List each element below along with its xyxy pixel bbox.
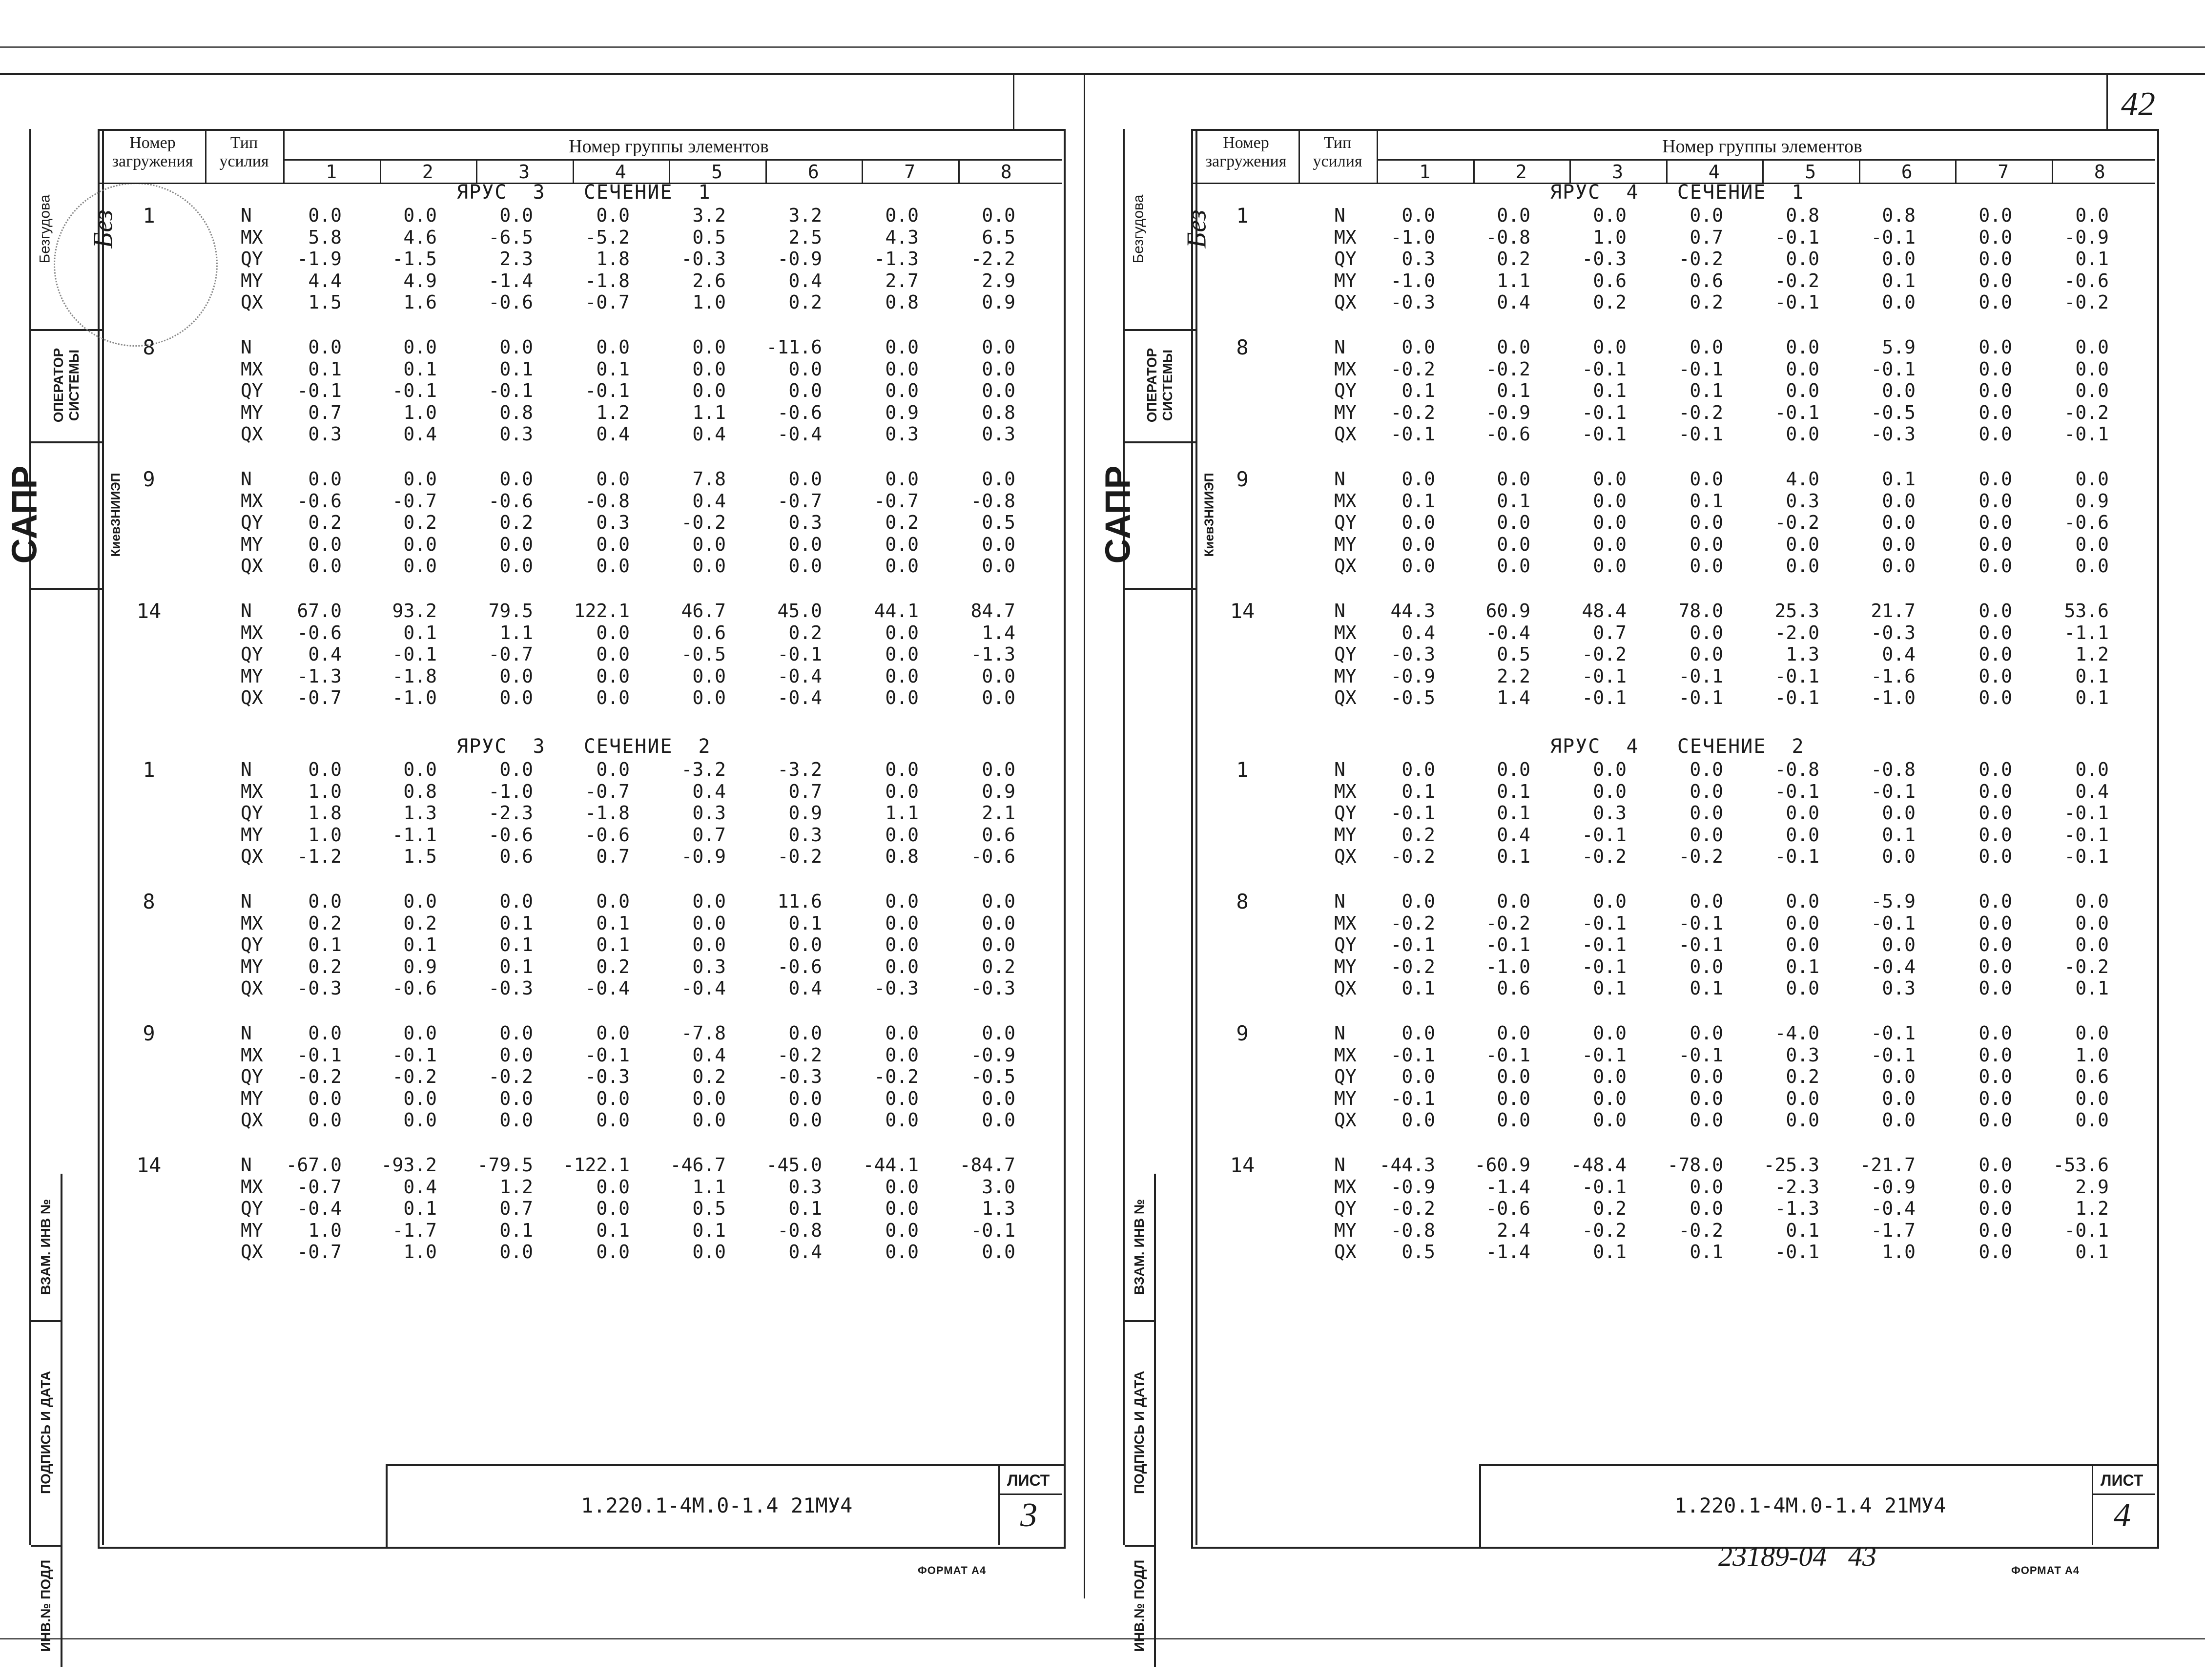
load-number: 8	[143, 890, 155, 913]
value-column: 122.1 0.0 0.0 0.0 0.0	[574, 600, 630, 708]
value-column: 0.0 4.3 -1.3 2.7 0.8	[874, 205, 919, 313]
value-column: 0.0 -0.7 0.3 0.0 0.0	[777, 468, 822, 577]
column-number: 8	[2094, 161, 2105, 183]
value-column: -122.1 0.0 0.0 0.1 0.0	[562, 1154, 630, 1263]
value-column: 0.0 5.8 -1.9 4.4 1.5	[297, 205, 342, 313]
sapr-cell	[5, 441, 123, 590]
section-title: ЯРУС 4 СЕЧЕНИЕ 1	[1550, 181, 1805, 204]
column-divider	[573, 159, 574, 183]
podpis-cell	[31, 1320, 62, 1547]
value-column: 0.0 -0.2 0.1 -0.9 -0.6	[1485, 336, 1530, 445]
value-column: 25.3 -2.0 1.3 -0.1 -0.1	[1774, 600, 1819, 708]
value-column: 0.0 0.0 0.0 0.3 -0.4	[681, 891, 726, 999]
value-column: 93.2 0.1 -0.1 -1.8 -1.0	[392, 600, 437, 708]
value-column: 0.0 0.1 -0.1 1.0 0.4	[392, 336, 437, 445]
value-column: 0.1 0.0 0.0 0.0 0.0	[1882, 468, 1916, 577]
value-column: 84.7 1.4 -1.3 0.0 0.0	[970, 600, 1015, 708]
column-divider	[476, 159, 477, 183]
value-column: 0.0 0.9 2.1 0.6 -0.6	[970, 759, 1015, 867]
column-number: 5	[711, 161, 723, 183]
operator-label: ОПЕРАТОР СИСТЕМЫ	[51, 348, 82, 423]
podpis-label: ПОДПИСЬ И ДАТА	[1132, 1370, 1147, 1494]
value-column: -44.1 0.0 0.0 0.0 0.0	[863, 1154, 919, 1263]
value-column: 0.0 0.2 0.1 0.2 -0.3	[297, 891, 342, 999]
value-column: 0.0 -0.8 0.3 0.0 0.0	[585, 468, 630, 577]
load-number-header: Номер загружения	[1205, 134, 1287, 170]
signer-cell	[1125, 129, 1212, 331]
value-column: 0.0 -0.9 0.1 -0.6 -0.2	[2064, 205, 2109, 313]
load-number: 14	[136, 1153, 162, 1177]
value-column: 0.0 -0.2 -0.1 -1.0 0.6	[1485, 891, 1530, 999]
value-column: 0.0 1.0 0.6 0.0 0.0	[2075, 1022, 2109, 1131]
value-column: 79.5 1.1 -0.7 0.0 0.0	[488, 600, 533, 708]
value-column: 0.0 0.0 0.0 0.0 0.0	[1593, 468, 1627, 577]
column-number: 7	[1998, 161, 2009, 183]
load-number: 1	[143, 204, 155, 228]
column-number: 8	[1000, 161, 1012, 183]
force-types: N MX QY MY QX	[1334, 1154, 1357, 1263]
column-divider	[1762, 159, 1764, 183]
value-column: 0.0 -1.0 0.3 -1.0 -0.3	[1390, 205, 1435, 313]
value-column: 0.0 0.1 0.0 0.0 0.0	[1401, 468, 1435, 577]
value-column: 0.0 0.1 0.1 0.2 -0.4	[585, 891, 630, 999]
column-number: 7	[904, 161, 916, 183]
value-column: 0.0 -0.1 -0.2 0.0 0.0	[297, 1022, 342, 1131]
value-column: 0.0 -5.2 1.8 -1.8 -0.7	[585, 205, 630, 313]
value-column: 0.0 0.1 -0.1 0.2 -0.2	[1390, 759, 1435, 867]
value-column: 0.0 -0.7 -1.8 -0.6 0.7	[585, 759, 630, 867]
value-column: 0.0 0.0 0.0 0.9 0.3	[885, 336, 919, 445]
force-types: N MX QY MY QX	[241, 1154, 263, 1263]
page-number: 42	[2121, 85, 2155, 123]
value-column: -48.4 -0.1 0.2 -0.2 0.1	[1570, 1154, 1627, 1263]
load-number: 9	[143, 1021, 155, 1045]
value-column: -45.0 0.3 0.1 -0.8 0.4	[766, 1154, 822, 1263]
vzam-cell	[1125, 1174, 1156, 1322]
value-column: 0.0 0.1 -0.1 0.8 0.3	[488, 336, 533, 445]
column-divider	[2052, 159, 2053, 183]
column-divider	[669, 159, 670, 183]
inv-cell	[31, 1545, 62, 1667]
signature: Без	[88, 209, 119, 249]
load-number: 8	[1236, 335, 1249, 359]
load-number: 14	[1230, 1153, 1255, 1177]
right-sheet-left-edge	[1084, 75, 1085, 1598]
podpis-label: ПОДПИСЬ И ДАТА	[38, 1370, 54, 1494]
value-column: 48.4 0.7 -0.2 -0.1 -0.1	[1582, 600, 1627, 708]
value-column: 0.0 -0.1 0.0 -0.1 0.0	[1390, 1022, 1435, 1131]
force-types: N MX QY MY QX	[241, 468, 263, 577]
column-divider	[1955, 159, 1957, 183]
value-column: 0.0 0.0 0.0 0.0 0.0	[1978, 891, 2012, 999]
header-divider	[1377, 129, 1378, 183]
value-column: 0.0 0.0 0.0 0.0 0.0	[1978, 1022, 2012, 1131]
value-column: 0.0 0.1 0.1 0.1 -0.3	[488, 891, 533, 999]
header-divider	[1298, 129, 1300, 183]
value-column: 0.0 0.0 0.0 0.0 0.0	[1978, 600, 2012, 708]
load-number: 14	[136, 599, 162, 623]
value-column: -21.7 -0.9 -0.4 -1.7 1.0	[1859, 1154, 1916, 1263]
signature: Без	[1181, 209, 1212, 249]
vzam-cell	[31, 1174, 62, 1322]
header-divider	[283, 129, 285, 183]
sheet-label: ЛИСТ	[2101, 1472, 2143, 1489]
value-column: 0.0 0.0 0.0 0.8 0.3	[982, 336, 1015, 445]
value-column: 0.0 -0.1 -0.3 0.0 0.0	[585, 1022, 630, 1131]
list-divider	[2092, 1464, 2093, 1545]
value-column: 0.0 4.6 -1.5 4.9 1.6	[392, 205, 437, 313]
value-column: 78.0 0.0 0.0 -0.1 -0.1	[1678, 600, 1723, 708]
value-column: 0.0 0.0 0.0 -0.1 0.0	[1774, 336, 1819, 445]
value-column: 0.0 -0.8 0.2 1.1 0.4	[1485, 205, 1530, 313]
inv-cell	[1125, 1545, 1156, 1667]
value-column: -79.5 1.2 0.7 0.1 0.0	[477, 1154, 533, 1263]
list-rule	[998, 1493, 1062, 1495]
value-column: -67.0 -0.7 -0.4 1.0 -0.7	[286, 1154, 342, 1263]
value-column: 0.0 0.1 -0.1 0.7 0.3	[297, 336, 342, 445]
load-number: 8	[1236, 890, 1249, 913]
value-column: 0.0 0.0 0.0 0.1 0.0	[1786, 891, 1819, 999]
force-types: N MX QY MY QX	[1334, 1022, 1357, 1131]
value-column: 0.0 -6.5 2.3 -1.4 -0.6	[488, 205, 533, 313]
value-column: -0.8 -0.1 0.0 0.1 0.0	[1871, 759, 1916, 867]
value-column: -3.2 0.7 0.9 0.3 -0.2	[777, 759, 822, 867]
value-column: 0.0 -0.2 0.1 -0.2 -0.1	[1390, 336, 1435, 445]
value-column: 0.0 0.0 -0.2 0.0 0.0	[488, 1022, 533, 1131]
paper-format: ФОРМАТ А4	[918, 1564, 987, 1576]
force-types: N MX QY MY QX	[241, 336, 263, 445]
load-number: 14	[1230, 599, 1255, 623]
column-number: 5	[1805, 161, 1816, 183]
value-column: 60.9 -0.4 0.5 2.2 1.4	[1485, 600, 1530, 708]
value-column: 0.0 0.0 0.0 0.0 0.0	[1978, 468, 2012, 577]
institute-label: КиевЗНИИЭП	[108, 473, 123, 557]
force-types: N MX QY MY QX	[1334, 468, 1357, 577]
value-column: -53.6 2.9 1.2 -0.1 0.1	[2053, 1154, 2109, 1263]
value-column: -3.2 0.4 0.3 0.7 -0.9	[681, 759, 726, 867]
value-column: 11.6 0.1 0.0 -0.6 0.4	[777, 891, 822, 999]
header-divider	[205, 129, 206, 183]
value-column: 0.0 0.0 0.0 0.0 0.0	[1978, 336, 2012, 445]
column-divider	[958, 159, 960, 183]
load-number: 1	[1236, 758, 1249, 782]
value-column: -11.6 0.0 0.0 -0.6 -0.4	[766, 336, 822, 445]
value-column: 0.0 0.1 0.0 0.0 0.0	[1690, 468, 1723, 577]
doc-number: 1.220.1-4М.0-1.4 21МУ4	[1674, 1493, 1946, 1517]
list-rule	[2092, 1493, 2155, 1495]
handwritten-reference: 23189-04 43	[1718, 1540, 1876, 1572]
signer-name: Безгудова	[37, 194, 53, 264]
value-column: -25.3 -2.3 -1.3 0.1 -0.1	[1763, 1154, 1819, 1263]
value-column: 0.0 -0.6 0.2 0.0 0.0	[488, 468, 533, 577]
podpis-cell	[1125, 1320, 1156, 1547]
left-sheet	[0, 73, 1098, 1652]
load-number: 1	[143, 758, 155, 782]
column-number: 1	[1419, 161, 1431, 183]
value-column: -44.3 -0.9 -0.2 -0.8 0.5	[1379, 1154, 1435, 1263]
sheet-number: 3	[1020, 1496, 1037, 1534]
value-column: 0.0 0.1 0.0 0.0 0.0	[1497, 468, 1530, 577]
header-rule	[283, 159, 1062, 161]
sapr-cell	[1098, 441, 1216, 590]
section-title: ЯРУС 4 СЕЧЕНИЕ 2	[1550, 735, 1805, 758]
value-column: 53.6 -1.1 1.2 0.1 0.1	[2064, 600, 2109, 708]
sapr-label: САПР	[5, 465, 44, 564]
section-title: ЯРУС 3 СЕЧЕНИЕ 1	[456, 181, 711, 204]
element-group-header: Номер группы элементов	[569, 136, 769, 157]
value-column: 0.8 -0.1 0.0 0.1 0.0	[1871, 205, 1916, 313]
value-column: 0.0 -0.1 -0.1 -0.1 0.1	[1582, 891, 1627, 999]
value-column: 0.0 -0.1 -0.1 0.0 0.1	[1678, 891, 1723, 999]
value-column: 0.0 0.7 -0.2 0.6 0.2	[1678, 205, 1723, 313]
signer-name: Безгудова	[1130, 194, 1147, 264]
force-types: N MX QY MY QX	[1334, 600, 1357, 708]
value-column: -0.1 -0.1 0.0 0.0 0.0	[1871, 1022, 1916, 1131]
value-column: 0.0 -0.2 -0.3 0.0 0.0	[777, 1022, 822, 1131]
force-types: N MX QY MY QX	[1334, 759, 1357, 867]
value-column: 0.0 -1.0 -2.3 -0.6 0.6	[488, 759, 533, 867]
value-column: 0.0 6.5 -2.2 2.9 0.9	[970, 205, 1015, 313]
paper-format: ФОРМАТ А4	[2011, 1564, 2080, 1576]
left-sheet-top-divider	[1013, 75, 1014, 129]
value-column: -7.8 0.4 0.2 0.0 0.0	[681, 1022, 726, 1131]
column-divider	[765, 159, 767, 183]
column-number: 2	[1515, 161, 1527, 183]
sapr-label: САПР	[1098, 465, 1138, 564]
value-column: 4.0 0.3 -0.2 0.0 0.0	[1774, 468, 1819, 577]
value-column: 0.0 -0.1 -0.2 0.0 0.0	[392, 1022, 437, 1131]
value-column: 0.0 0.9 -0.6 0.0 0.0	[2064, 468, 2109, 577]
value-column: -46.7 1.1 0.5 0.1 0.0	[670, 1154, 726, 1263]
load-number: 8	[143, 335, 155, 359]
value-column: 46.7 0.6 -0.5 0.0 0.0	[681, 600, 726, 708]
force-types: N MX QY MY QX	[1334, 336, 1357, 445]
value-column: 0.0 0.0 0.0 0.0 -0.3	[874, 891, 919, 999]
value-column: 0.0 0.0 1.1 0.0 0.8	[885, 759, 919, 867]
value-column: 0.0 -0.1 0.1 -0.1 -0.1	[1582, 336, 1627, 445]
force-types: N MX QY MY QX	[241, 205, 263, 313]
value-column: 0.0 0.0 -0.2 0.0 0.0	[874, 1022, 919, 1131]
value-column: 0.0 0.0 0.3 -0.1 -0.2	[1582, 759, 1627, 867]
sheet-label: ЛИСТ	[1007, 1472, 1050, 1489]
value-column: 5.9 -0.1 0.0 -0.5 -0.3	[1871, 336, 1916, 445]
value-column: 0.0 0.0 0.0 0.0 0.0	[1978, 205, 2012, 313]
value-column: 0.0 1.0 1.8 1.0 -1.2	[297, 759, 342, 867]
value-column: 0.0 0.0 0.0 -0.2 0.1	[2064, 891, 2109, 999]
value-column: -0.8 -0.1 0.0 0.0 -0.1	[1774, 759, 1819, 867]
value-column: 0.0 -0.8 0.5 0.0 0.0	[970, 468, 1015, 577]
vzam-label: ВЗАМ. ИНВ №	[1132, 1199, 1147, 1295]
value-column: -60.9 -1.4 -0.6 2.4 -1.4	[1474, 1154, 1530, 1263]
operator-cell	[31, 329, 102, 443]
value-column: 21.7 -0.3 0.4 -1.6 -1.0	[1871, 600, 1916, 708]
column-number: 4	[1708, 161, 1720, 183]
load-number: 1	[1236, 204, 1249, 228]
value-column: 0.0 0.1 0.1 0.4 0.1	[1497, 759, 1530, 867]
right-sheet-page-divider	[2106, 75, 2108, 129]
value-column: 0.0 0.8 1.3 -1.1 1.5	[392, 759, 437, 867]
force-types: N MX QY MY QX	[241, 759, 263, 867]
element-group-header: Номер группы элементов	[1662, 136, 1862, 157]
column-number: 6	[807, 161, 819, 183]
column-number: 1	[326, 161, 337, 183]
top-scan-edge	[0, 46, 2205, 48]
load-number: 9	[1236, 1021, 1249, 1045]
bottom-scan-edge	[0, 1638, 2205, 1639]
value-column: 0.0 -0.1 0.0 0.0 0.0	[1582, 1022, 1627, 1131]
value-column: 0.0 -0.9 -0.5 0.0 0.0	[970, 1022, 1015, 1131]
value-column: 3.2 0.5 -0.3 2.6 1.0	[681, 205, 726, 313]
column-divider	[1473, 159, 1475, 183]
value-column: -84.7 3.0 1.3 -0.1 0.0	[959, 1154, 1015, 1263]
value-column: 0.0 -0.1 0.0 0.0 0.0	[1485, 1022, 1530, 1131]
value-column: 45.0 0.2 -0.1 -0.4 -0.4	[777, 600, 822, 708]
column-number: 2	[422, 161, 433, 183]
column-divider	[1569, 159, 1571, 183]
operator-cell	[1125, 329, 1195, 443]
vzam-label: ВЗАМ. ИНВ №	[38, 1199, 53, 1295]
value-column: -93.2 0.4 0.1 -1.7 1.0	[381, 1154, 437, 1263]
force-type-header: Тип усилия	[219, 134, 269, 170]
value-column: -5.9 -0.1 0.0 -0.4 0.3	[1871, 891, 1916, 999]
column-divider	[1859, 159, 1860, 183]
doc-number: 1.220.1-4М.0-1.4 21МУ4	[581, 1493, 853, 1517]
value-column: 0.0 0.2 0.1 0.9 -0.6	[392, 891, 437, 999]
value-column: 67.0 -0.6 0.4 -1.3 -0.7	[297, 600, 342, 708]
column-number: 4	[615, 161, 626, 183]
column-divider	[1666, 159, 1668, 183]
value-column: 0.0 -0.7 0.2 0.0 0.0	[874, 468, 919, 577]
value-column: 0.0 0.0 0.0 0.0 0.0	[1978, 759, 2012, 867]
value-column: 0.0 0.4 -0.1 -0.1 -0.1	[2064, 759, 2109, 867]
inv-label: ИНВ.№ ПОДЛ	[38, 1559, 53, 1652]
value-column: -78.0 0.0 0.0 -0.2 0.1	[1667, 1154, 1723, 1263]
load-number: 9	[1236, 467, 1249, 491]
force-types: N MX QY MY QX	[1334, 205, 1357, 313]
value-column: 0.0 -0.1 0.0 0.0 0.0	[1678, 1022, 1723, 1131]
force-types: N MX QY MY QX	[1334, 891, 1357, 999]
force-types: N MX QY MY QX	[241, 891, 263, 999]
value-column: 0.0 0.0 0.0 0.0 0.0	[1978, 1154, 2012, 1263]
force-types: N MX QY MY QX	[241, 600, 263, 708]
value-column: 0.0 0.0 0.0 -0.2 -0.1	[2064, 336, 2109, 445]
sheet-number: 4	[2114, 1496, 2131, 1534]
force-type-header: Тип усилия	[1313, 134, 1362, 170]
operator-label: ОПЕРАТОР СИСТЕМЫ	[1144, 348, 1175, 423]
value-column: 0.0 0.0 0.0 1.1 0.4	[692, 336, 726, 445]
header-rule	[1377, 159, 2155, 161]
value-column: 0.0 0.0 0.0 0.2 -0.3	[970, 891, 1015, 999]
load-number-header: Номер загружения	[112, 134, 193, 170]
column-divider	[380, 159, 381, 183]
institute-label: КиевЗНИИЭП	[1201, 473, 1216, 557]
right-sheet	[1084, 73, 2205, 1652]
value-column: 44.3 0.4 -0.3 -0.9 -0.5	[1390, 600, 1435, 708]
value-column: 0.0 0.0 0.0 0.0 -0.2	[1678, 759, 1723, 867]
load-number: 9	[143, 467, 155, 491]
right-side-strip	[1098, 129, 1216, 1652]
column-number: 6	[1901, 161, 1913, 183]
column-number: 3	[1612, 161, 1624, 183]
column-number: 3	[518, 161, 530, 183]
value-column: -4.0 0.3 0.2 0.0 0.0	[1774, 1022, 1819, 1131]
inv-label: ИНВ.№ ПОДЛ	[1132, 1559, 1147, 1652]
value-column: 0.0 -0.7 0.2 0.0 0.0	[392, 468, 437, 577]
section-title: ЯРУС 3 СЕЧЕНИЕ 2	[456, 735, 711, 758]
value-column: 3.2 2.5 -0.9 0.4 0.2	[777, 205, 822, 313]
value-column: 0.0 -0.6 0.2 0.0 0.0	[297, 468, 342, 577]
value-column: 0.8 -0.1 0.0 -0.2 -0.1	[1774, 205, 1819, 313]
column-divider	[862, 159, 863, 183]
value-column: 0.0 -0.2 -0.1 -0.2 0.1	[1390, 891, 1435, 999]
left-side-strip	[5, 129, 123, 1652]
value-column: 0.0 1.0 -0.3 0.6 0.2	[1582, 205, 1627, 313]
value-column: 0.0 0.1 -0.1 1.2 0.4	[585, 336, 630, 445]
value-column: 7.8 0.4 -0.2 0.0 0.0	[681, 468, 726, 577]
force-types: N MX QY MY QX	[241, 1022, 263, 1131]
list-divider	[998, 1464, 1000, 1545]
value-column: 44.1 0.0 0.0 0.0 0.0	[874, 600, 919, 708]
value-column: 0.0 -0.1 0.1 -0.2 -0.1	[1678, 336, 1723, 445]
